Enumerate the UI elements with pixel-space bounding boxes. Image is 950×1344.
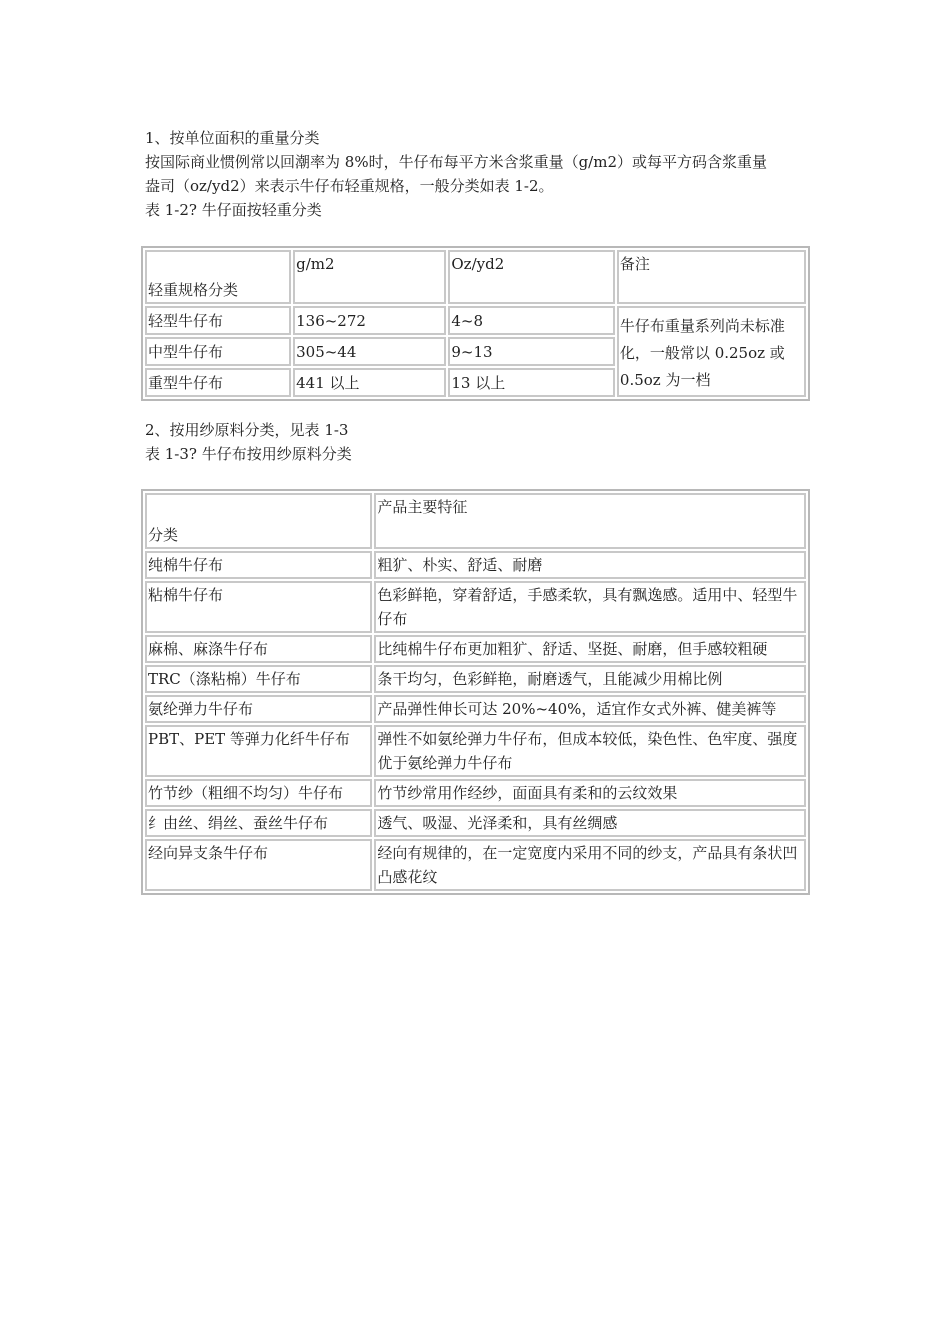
table-row — [145, 695, 806, 723]
table-cell: 136~272 — [293, 306, 446, 335]
table-cell: 经向有规律的，在一定宽度内采用不同的纱支，产品具有条状凹凸感花纹 — [374, 839, 806, 891]
section-2-heading: 2、按用纱原料分类，见表 1-3 — [145, 421, 349, 439]
table-header-row — [145, 493, 806, 549]
table-row — [145, 581, 806, 633]
table-cell: 轻型牛仔布 — [145, 306, 291, 335]
note-cell: 牛仔布重量系列尚未标准化，一般常以 0.25oz 或 0.5oz 为一档 — [617, 306, 806, 397]
table-row — [145, 665, 806, 693]
table-2-caption: 表 1-3? 牛仔布按用纱原料分类 — [145, 445, 352, 463]
table-1-caption: 表 1-2? 牛仔面按轻重分类 — [145, 201, 322, 219]
table-cell: 弹性不如氨纶弹力牛仔布，但成本较低，染色性、色牢度、强度优于氨纶弹力牛仔布 — [374, 725, 806, 777]
table-cell: 比纯棉牛仔布更加粗犷、舒适、坚挺、耐磨，但手感较粗硬 — [374, 635, 806, 663]
table-cell: 4~8 — [448, 306, 615, 335]
table-cell: 纯棉牛仔布 — [145, 551, 372, 579]
section-1-heading: 1、按单位面积的重量分类 — [145, 129, 320, 147]
table-cell: 麻棉、麻涤牛仔布 — [145, 635, 372, 663]
table-row — [145, 779, 806, 807]
table-cell: 氨纶弹力牛仔布 — [145, 695, 372, 723]
table-cell: 305~44 — [293, 337, 446, 366]
table-cell: TRC（涤粘棉）牛仔布 — [145, 665, 372, 693]
table-cell: 重型牛仔布 — [145, 368, 291, 397]
table-cell: 纟由丝、绢丝、蚕丝牛仔布 — [145, 809, 372, 837]
table-cell: 9~13 — [448, 337, 615, 366]
table-row — [145, 635, 806, 663]
yarn-material-classification-table — [141, 489, 810, 895]
section-1-body-line-1: 按国际商业惯例常以回潮率为 8%时，牛仔布每平方米含浆重量（g/m2）或每平方码含浆重量 — [145, 153, 767, 171]
table-cell: 竹节纱（粗细不均匀）牛仔布 — [145, 779, 372, 807]
table-row — [145, 809, 806, 837]
header-cell: 产品主要特征 — [374, 493, 806, 549]
header-cell: 备注 — [617, 250, 806, 304]
table-cell: 中型牛仔布 — [145, 337, 291, 366]
table-cell: 条干均匀，色彩鲜艳，耐磨透气，且能减少用棉比例 — [374, 665, 806, 693]
header-cell: 分类 — [145, 493, 372, 549]
table-cell: 441 以上 — [293, 368, 446, 397]
header-cell: g/m2 — [293, 250, 446, 304]
table-cell: 色彩鲜艳，穿着舒适，手感柔软，具有飘逸感。适用中、轻型牛仔布 — [374, 581, 806, 633]
weight-classification-table — [141, 246, 810, 401]
table-cell: 经向异支条牛仔布 — [145, 839, 372, 891]
header-cell: 轻重规格分类 — [145, 250, 291, 304]
table-cell: 透气、吸湿、光泽柔和，具有丝绸感 — [374, 809, 806, 837]
table-cell: PBT、PET 等弹力化纤牛仔布 — [145, 725, 372, 777]
table-header-row — [145, 250, 806, 304]
section-1-body-line-2: 盎司（oz/yd2）来表示牛仔布轻重规格，一般分类如表 1-2。 — [145, 177, 554, 195]
table-cell: 粘棉牛仔布 — [145, 581, 372, 633]
table-cell: 竹节纱常用作经纱，面面具有柔和的云纹效果 — [374, 779, 806, 807]
table-cell: 产品弹性伸长可达 20%~40%，适宜作女式外裤、健美裤等 — [374, 695, 806, 723]
table-cell: 13 以上 — [448, 368, 615, 397]
table-row — [145, 306, 806, 335]
table-row — [145, 551, 806, 579]
header-cell: Oz/yd2 — [448, 250, 615, 304]
table-row — [145, 725, 806, 777]
table-cell: 粗犷、朴实、舒适、耐磨 — [374, 551, 806, 579]
table-row — [145, 839, 806, 891]
